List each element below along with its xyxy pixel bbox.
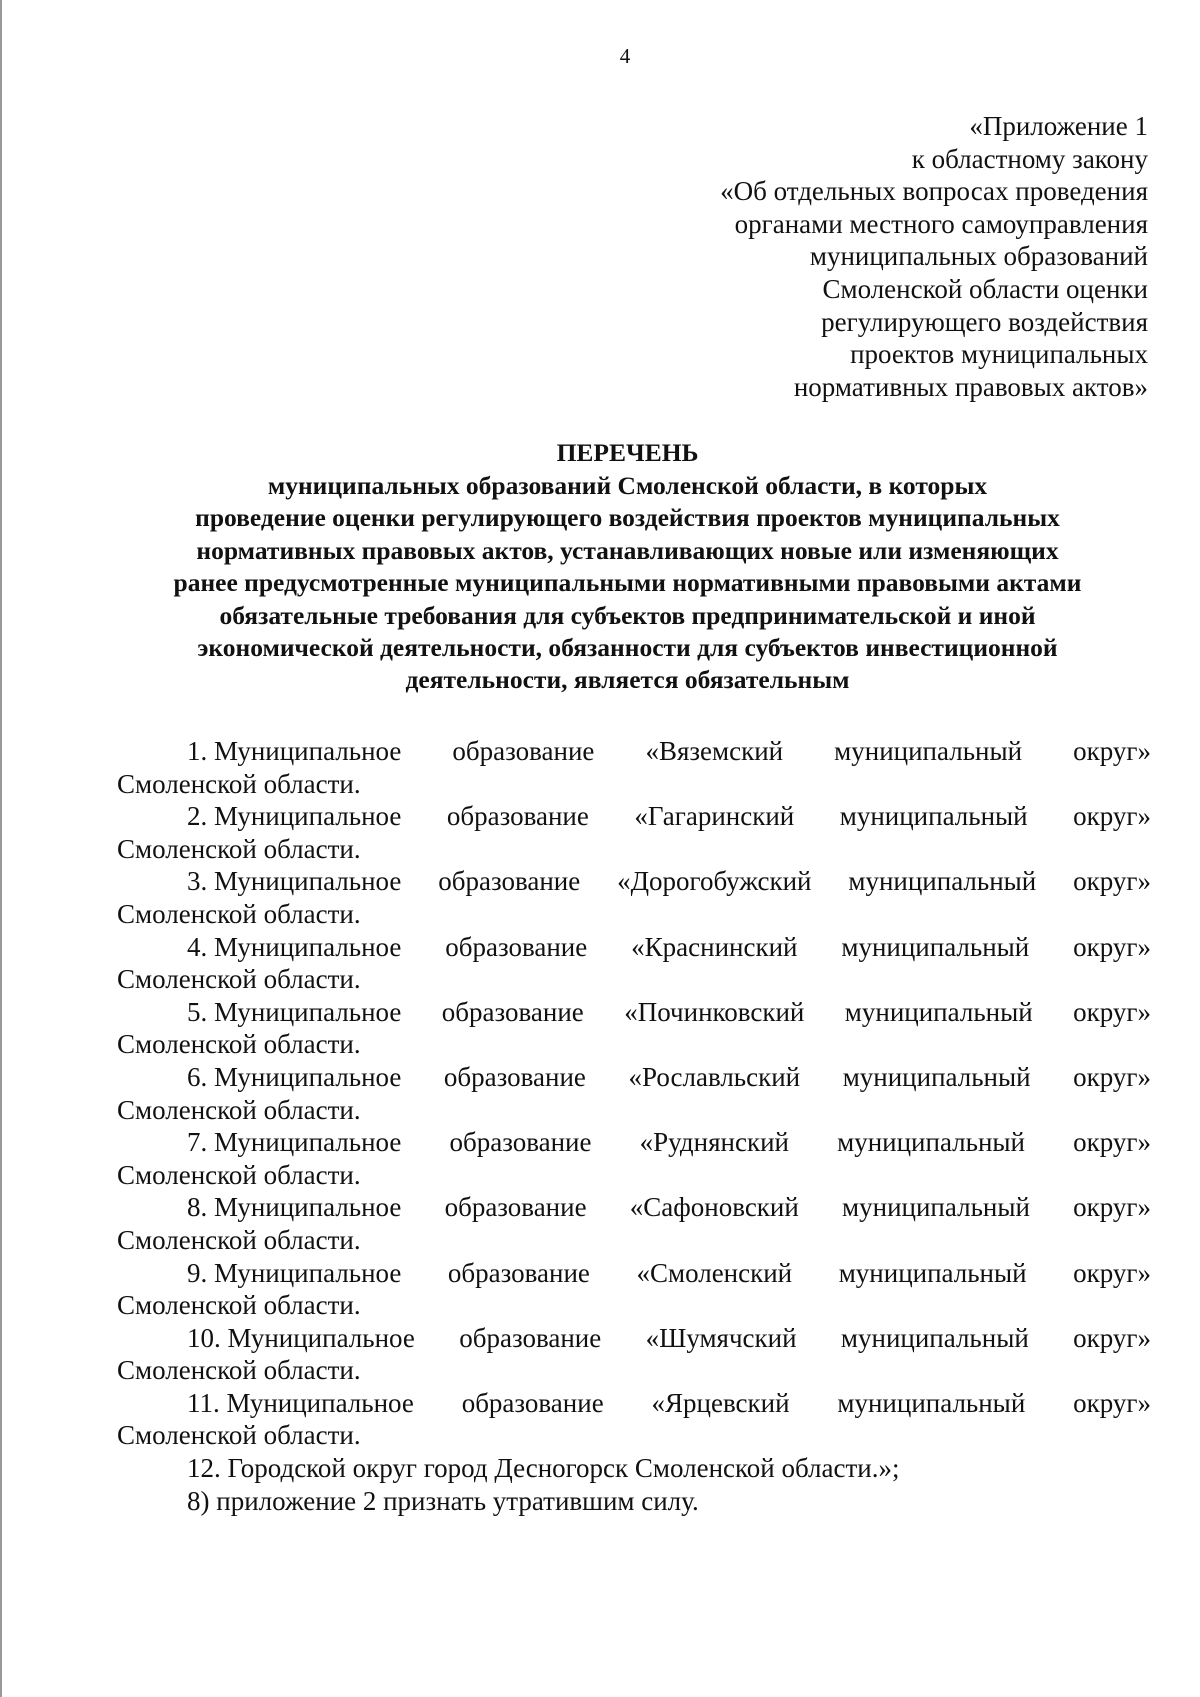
appendix-line: проектов муниципальных [850, 339, 1148, 370]
list-item-first-line [117, 931, 1151, 964]
item-word: образование [461, 1387, 604, 1418]
item-word: округ» [1073, 801, 1151, 832]
list-item-first-line [117, 1322, 1151, 1355]
list-item-second-line: Смоленской области. [117, 1094, 361, 1125]
list-item-first-line [117, 1126, 1151, 1159]
item-name: «Сафоновский [629, 1192, 799, 1223]
item-word: округ» [1073, 1257, 1151, 1288]
page-number: 4 [619, 44, 631, 68]
appendix-header [548, 110, 1148, 403]
list-item-first-line [117, 1257, 1151, 1290]
item-word: округ» [1073, 1322, 1151, 1353]
item-number-word: 10. Муниципальное [187, 1322, 415, 1353]
appendix-line: к областному закону [911, 143, 1148, 174]
item-number-word: 6. Муниципальное [187, 1061, 402, 1092]
item-name: «Шумячский [645, 1322, 797, 1353]
document-subtitle [105, 470, 1150, 697]
list-item-first-line [117, 1191, 1151, 1224]
item-name: «Ярцевский [651, 1387, 790, 1418]
list-item-second-line: Смоленской области. [117, 1029, 361, 1060]
item-number-word: 8. Муниципальное [187, 1192, 402, 1223]
list-item-first-line [117, 1387, 1151, 1420]
municipality-list [117, 735, 1151, 1517]
item-word: муниципальный [844, 996, 1033, 1027]
item-word: округ» [1073, 1192, 1151, 1223]
item-word: муниципальный [842, 1061, 1031, 1092]
item-number-word: 9. Муниципальное [187, 1257, 402, 1288]
list-item-first-line [117, 865, 1151, 898]
item-word: образование [446, 801, 589, 832]
list-item-12: 12. Городской округ город Десногорск Смоленской области.»; [187, 1453, 900, 1484]
subtitle-line: муниципальных образований Смоленской области, в которых [267, 471, 988, 500]
item-word: образование [441, 996, 584, 1027]
item-word: округ» [1073, 866, 1151, 897]
list-item-second-line: Смоленской области. [117, 1159, 361, 1190]
item-word: округ» [1073, 931, 1151, 962]
list-item [117, 1126, 1151, 1191]
document-title: ПЕРЕЧЕНЬ [556, 438, 699, 467]
item-word: муниципальный [834, 736, 1023, 766]
item-name: «Вяземский [645, 736, 784, 766]
list-item-second-line: Смоленской области. [117, 898, 361, 929]
item-word: округ» [1073, 1127, 1151, 1158]
item-name: «Смоленский [636, 1257, 793, 1288]
appendix-line: Смоленской области оценки [822, 273, 1148, 304]
subtitle-line: проведение оценки регулирующего воздействия проектов муниципальных [195, 503, 1060, 533]
item-word: округ» [1073, 736, 1151, 766]
list-item-second-line: Смоленской области. [117, 833, 361, 864]
item-word: муниципальный [841, 931, 1030, 962]
item-word: образование [444, 1192, 587, 1223]
item-word: образование [452, 736, 595, 766]
subtitle-line: обязательные требования для субъектов предпринимательской и иной [219, 600, 1036, 630]
item-word: образование [459, 1322, 602, 1353]
item-word: муниципальный [837, 1127, 1025, 1158]
list-item [117, 1322, 1151, 1387]
list-item-second-line: Смоленской области. [117, 1290, 361, 1321]
list-item-first-line [117, 996, 1151, 1029]
list-item-second-line: Смоленской области. [117, 1224, 361, 1255]
item-word: муниципальный [837, 1387, 1026, 1418]
appendix-line: «Приложение 1 [969, 111, 1148, 141]
item-word: муниципальный [840, 1322, 1029, 1353]
list-item [117, 931, 1151, 996]
list-item-second-line: Смоленской области. [117, 768, 361, 799]
item-number-word: 4. Муниципальное [187, 931, 402, 962]
item-name: «Гагаринский [634, 801, 795, 832]
item-name: «Рославльский [628, 1061, 801, 1092]
item-name: «Краснинский [631, 931, 798, 962]
item-name: «Руднянский [639, 1127, 789, 1158]
item-word: образование [447, 1257, 590, 1288]
list-item [117, 1387, 1151, 1452]
subtitle-line: деятельности, является обязательным [405, 665, 850, 695]
item-number-word: 1. Муниципальное [187, 736, 402, 766]
subtitle-line: нормативных правовых актов, устанавливающих новые или изменяющих [196, 535, 1059, 565]
subtitle-line: ранее предусмотренные муниципальными нормативными правовыми актами [173, 568, 1082, 598]
list-item [117, 996, 1151, 1061]
list-item [117, 1191, 1151, 1256]
appendix-line: «Об отдельных вопросах проведения [720, 176, 1148, 207]
item-word: образование [443, 1061, 586, 1092]
item-word: муниципальный [839, 801, 1028, 832]
item-word: округ» [1073, 996, 1151, 1027]
list-item [117, 735, 1151, 800]
item-word: образование [445, 931, 588, 962]
list-item [117, 1257, 1151, 1322]
item-number-word: 11. Муниципальное [187, 1387, 414, 1418]
list-item [117, 1061, 1151, 1126]
item-number-word: 3. Муниципальное [187, 866, 402, 897]
item-word: муниципальный [842, 1192, 1030, 1223]
item-name: «Починковский [624, 996, 805, 1027]
appendix-line: нормативных правовых актов» [793, 371, 1148, 402]
subtitle-line: экономической деятельности, обязанности для субъектов инвестиционной [197, 633, 1058, 663]
item-word: муниципальный [838, 1257, 1027, 1288]
appendix-line: муниципальных образований [809, 241, 1148, 272]
list-item-second-line: Смоленской области. [117, 1355, 361, 1386]
list-item [117, 865, 1151, 930]
amendment-item-8: 8) приложение 2 признать утратившим силу. [187, 1485, 699, 1516]
list-item [117, 800, 1151, 865]
item-name: «Дорогобужский [617, 866, 812, 897]
item-number-word: 5. Муниципальное [187, 996, 402, 1027]
item-word: округ» [1073, 1061, 1151, 1092]
item-word: образование [449, 1127, 592, 1158]
list-item-first-line [117, 1061, 1151, 1094]
item-word: образование [438, 866, 581, 897]
item-word: округ» [1073, 1387, 1151, 1418]
item-number-word: 2. Муниципальное [187, 801, 402, 832]
appendix-line: регулирующего воздействия [821, 306, 1148, 337]
appendix-line: органами местного самоуправления [734, 208, 1148, 239]
list-item-second-line: Смоленской области. [117, 1420, 361, 1451]
item-word: муниципальный [848, 866, 1037, 897]
list-item-second-line: Смоленской области. [117, 964, 361, 995]
item-number-word: 7. Муниципальное [187, 1127, 402, 1158]
scan-edge-line [0, 0, 2, 1697]
list-item-first-line [117, 800, 1151, 833]
list-item-first-line [117, 735, 1151, 768]
